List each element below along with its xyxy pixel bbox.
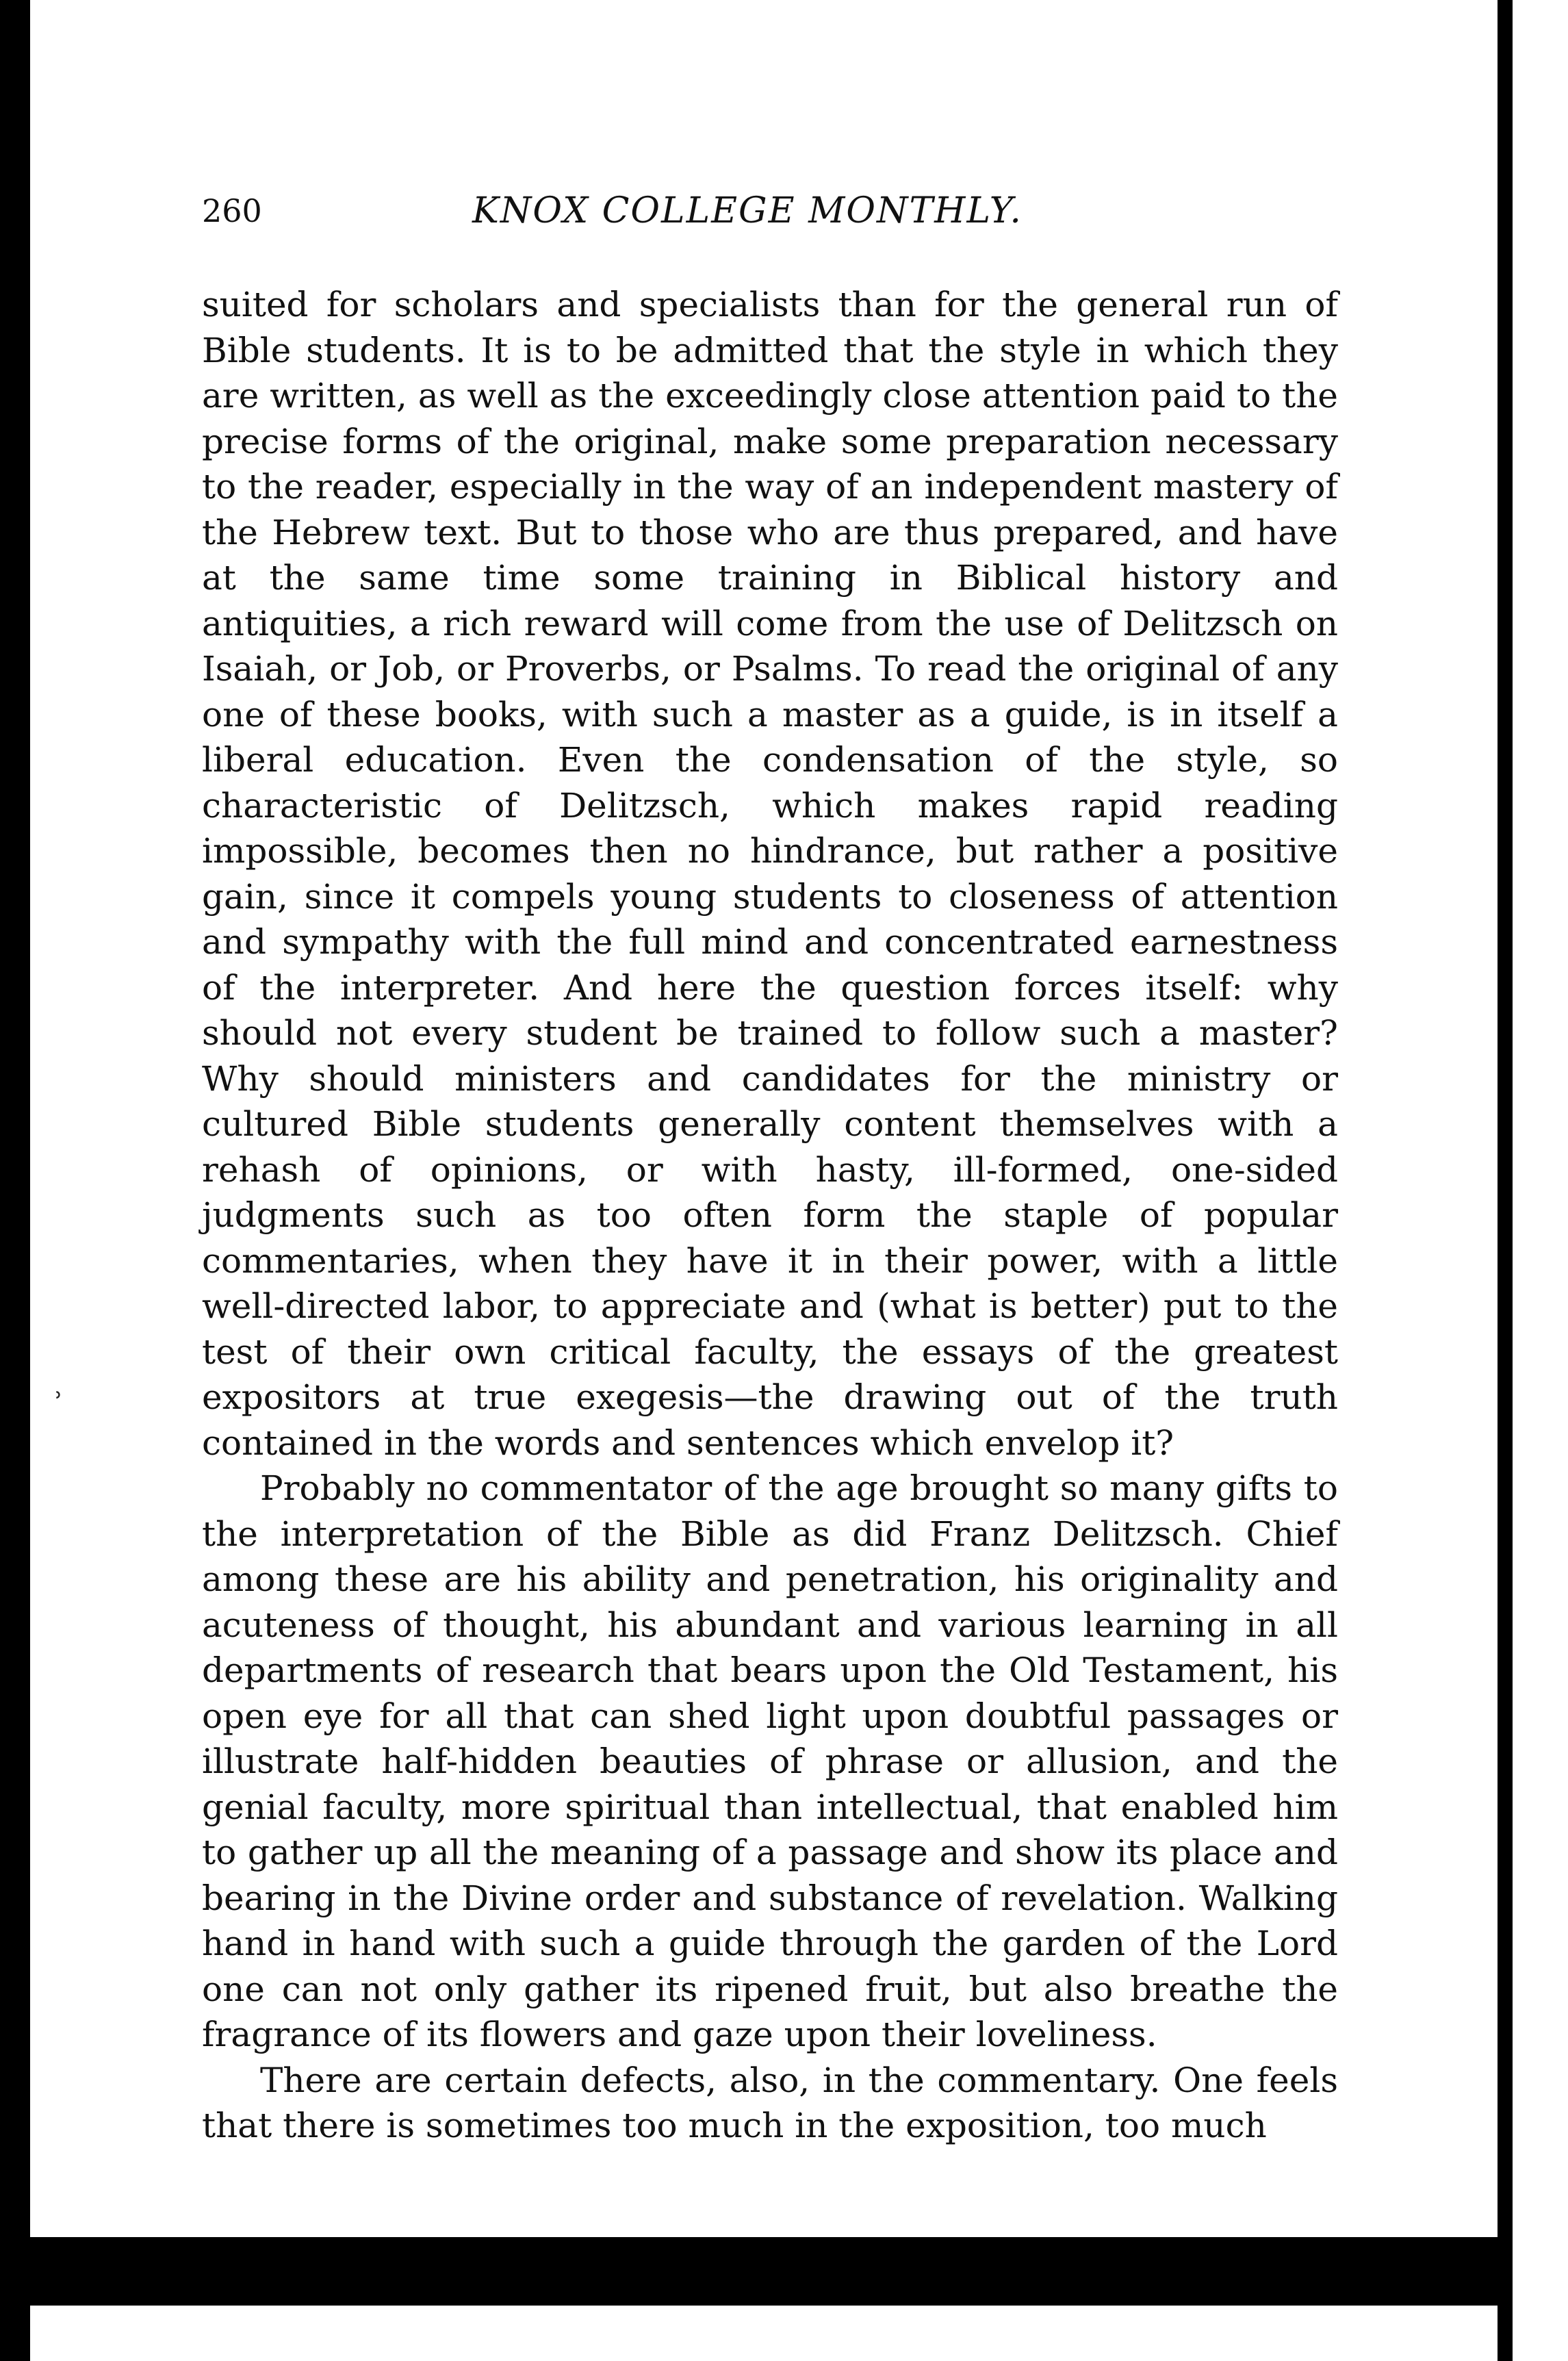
scan-border-bottom (0, 2237, 1513, 2306)
paragraph: There are certain defects, also, in the commentary. One feels that there is sometimes too much in the exposition, too much (202, 2060, 1338, 2145)
paragraph: suited for scholars and specialists than for the general run of Bible students. It is to be admitted that the style in which they are written, as well as the exceedingly close attention paid to the precise forms of the original, make some preparation necessary to the reader, especially in the way of an independent mastery of the Hebrew text. But to those who are thus prepared, and have at the same time some training in Biblical history and antiquities, a rich reward will come from the use of Delitzsch on Isaiah, or Job, or Proverbs, or Psalms. To read the original of any one of these books, with such a master as a guide, is in itself a liberal education. Even the condensation of the style, so characteristic of Delitzsch, which makes rapid reading impossible, becomes then no hindrance, but rather a positive gain, since it compels young students to closeness of attention and sympathy with the full mind and concentrated earnestness of the interpreter. And here the question forces itself: why should not every student be trained to follow such a master? Why should ministers and candidates for the ministry or cultured Bible students generally content themselves with a rehash of opinions, or with hasty, ill-formed, one-sided judgments such as too often form the staple of popular commentaries, when they have it in their power, with a little well-directed labor, to appreciate and (what is better) put to the test of their own critical faculty, the essays of the greatest expositors at true exegesis—the drawing out of the truth contained in the words and sentences which envelop it? (202, 285, 1338, 1463)
margin-mark: ʾ (55, 1388, 64, 1419)
paragraph: Probably no commentator of the age brought so many gifts to the interpretation of the Bible as did Franz Delitzsch. Chief among these are his ability and penetration, his originality and acuteness of thought, his abundant and various learning in all departments of research that bears upon the Old Testament, his open eye for all that can shed light upon doubtful passages or illustrate half-hidden beauties of phrase or allusion, and the genial faculty, more spiritual than intellectual, that enabled him to gather up all the meaning of a passage and show its place and bearing in the Divine order and substance of revelation. Walking hand in hand with such a guide through the garden of the Lord one can not only gather its ripened fruit, but also breathe the fragrance of its flowers and gaze upon their loveliness. (202, 1468, 1338, 2054)
scan-border-right (1498, 0, 1513, 2361)
scan-border-left (0, 0, 30, 2361)
running-title: KNOX COLLEGE MONTHLY. (472, 190, 1023, 231)
page-number: 260 (202, 192, 262, 229)
page-header (202, 183, 1365, 238)
article-body (202, 282, 1338, 2149)
